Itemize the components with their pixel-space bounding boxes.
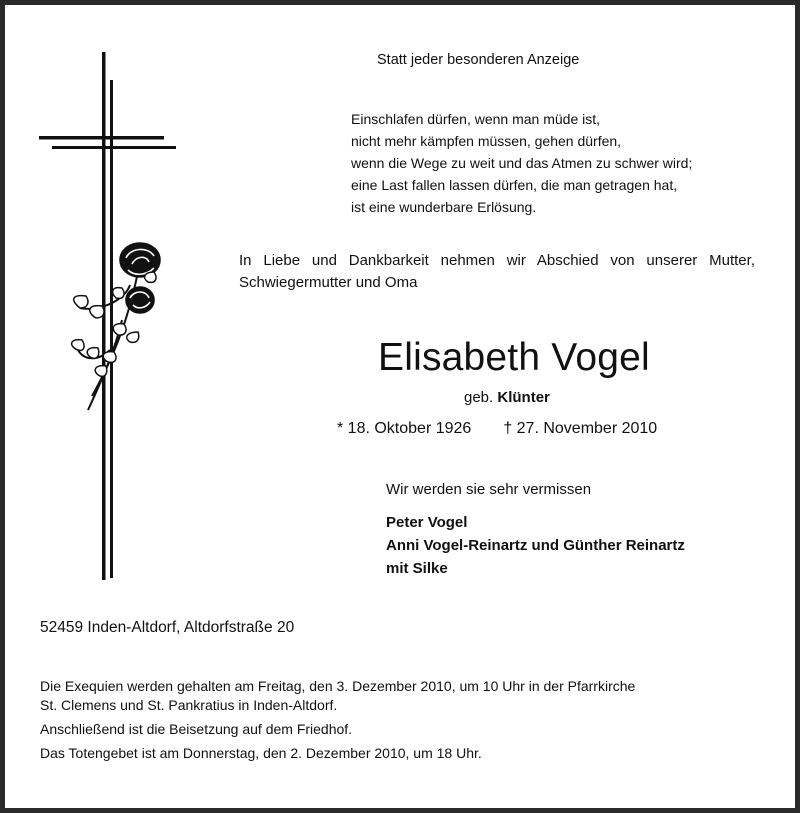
burial-line: Anschließend ist die Beisetzung auf dem Friedhof. xyxy=(40,721,353,737)
maiden-name-value: Klünter xyxy=(497,389,550,406)
birth-date: * 18. Oktober 1926 xyxy=(337,420,472,437)
exequies-line: St. Clemens und St. Pankratius in Inden-Altdorf. xyxy=(40,697,338,713)
poem-line: Einschlafen dürfen, wenn man müde ist, xyxy=(351,111,601,127)
poem-line: ist eine wunderbare Erlösung. xyxy=(351,199,537,215)
header-note: Statt jeder besonderen Anzeige xyxy=(377,52,580,68)
mourners-intro: Wir werden sie sehr vermissen xyxy=(386,481,592,498)
death-date: † 27. November 2010 xyxy=(503,420,658,437)
address: 52459 Inden-Altdorf, Altdorfstraße 20 xyxy=(40,619,295,636)
mourner: Peter Vogel xyxy=(386,514,468,531)
mourners-list xyxy=(386,511,685,580)
poem-line: nicht mehr kämpfen müssen, gehen dürfen, xyxy=(351,133,622,149)
rose-lower xyxy=(126,287,154,313)
maiden-name xyxy=(464,389,550,406)
farewell-intro: In Liebe und Dankbarkeit nehmen wir Abschied von unserer Mutter, Schwiegermutter und Oma xyxy=(239,252,755,291)
deceased-name: Elisabeth Vogel xyxy=(378,336,650,379)
mourner: Anni Vogel-Reinartz und Günther Reinartz xyxy=(386,537,685,554)
mourner: mit Silke xyxy=(386,560,448,577)
poem-line: wenn die Wege zu weit und das Atmen zu schwer wird; xyxy=(351,155,693,171)
poem-line: eine Last fallen lassen dürfen, die man getragen hat, xyxy=(351,177,678,193)
poem xyxy=(351,108,692,218)
funeral-notice xyxy=(40,677,635,763)
exequies-line: Die Exequien werden gehalten am Freitag, den 3. Dezember 2010, um 10 Uhr in der Pfarrkirche xyxy=(40,678,636,694)
prayer-line: Das Totengebet ist am Donnerstag, den 2. Dezember 2010, um 18 Uhr. xyxy=(40,745,482,761)
cross-with-roses-icon xyxy=(30,50,190,590)
life-dates xyxy=(337,420,657,438)
maiden-name-prefix: geb. xyxy=(464,389,494,406)
